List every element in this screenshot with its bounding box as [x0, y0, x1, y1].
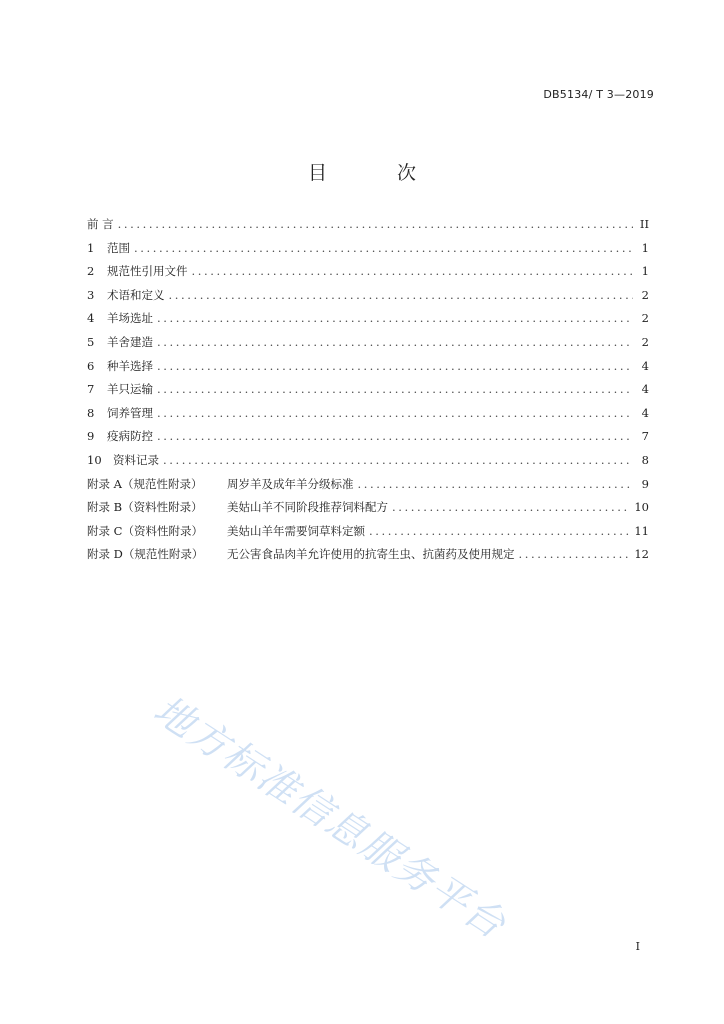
toc-entry-page: 12	[634, 547, 649, 562]
toc-entry-number: 10	[87, 452, 102, 467]
toc-entry-appendix-d[interactable]	[87, 546, 649, 570]
toc-entry-appendix-b[interactable]	[87, 499, 649, 523]
toc-entry-page: II	[639, 217, 649, 231]
toc-entry-page: 4	[641, 382, 649, 397]
standard-code: DB5134/ T 3—2019	[543, 88, 654, 101]
toc-entry-number: 5	[87, 334, 95, 349]
toc-entry-7[interactable]	[87, 381, 649, 405]
dot-leader	[163, 453, 633, 467]
dot-leader	[157, 382, 633, 396]
toc-entry-8[interactable]	[87, 405, 649, 429]
toc-entry-number: 附录 D（规范性附录）	[87, 547, 204, 562]
toc-entry-6[interactable]	[87, 358, 649, 382]
toc-entry-page: 4	[641, 405, 649, 420]
toc-entry-label: 种羊选择	[107, 358, 153, 373]
toc-entry-number: 4	[87, 311, 95, 326]
toc-entry-page: 8	[641, 452, 649, 467]
dot-leader	[134, 241, 633, 255]
toc-entry-number: 3	[87, 287, 95, 302]
toc-entry-number: 附录 A（规范性附录）	[87, 476, 203, 491]
toc-entry-number: 6	[87, 358, 95, 373]
toc-entry-label: 羊舍建造	[107, 334, 153, 349]
toc-entry-label: 羊场选址	[107, 311, 153, 326]
dot-leader	[392, 500, 630, 514]
dot-leader	[157, 406, 633, 420]
toc-entry-foreword[interactable]	[87, 216, 649, 240]
dot-leader	[369, 524, 630, 538]
toc-entry-9[interactable]	[87, 428, 649, 452]
toc-entry-label: 规范性引用文件	[107, 264, 188, 279]
toc-entry-label: 美姑山羊年需要饲草料定额	[227, 523, 365, 538]
page-title: 目 次	[307, 162, 449, 184]
table-of-contents	[87, 216, 649, 570]
toc-entry-number: 9	[87, 429, 95, 444]
toc-entry-page: 1	[641, 240, 649, 255]
toc-entry-5[interactable]	[87, 334, 649, 358]
toc-entry-number: 附录 B（资料性附录）	[87, 500, 203, 515]
toc-entry-number: 7	[87, 382, 95, 397]
dot-leader	[519, 547, 631, 561]
toc-entry-number: 8	[87, 405, 95, 420]
toc-entry-page: 2	[641, 311, 649, 326]
toc-entry-label: 术语和定义	[107, 287, 165, 302]
toc-entry-appendix-a[interactable]	[87, 476, 649, 500]
toc-entry-label: 周岁羊及成年羊分级标准	[227, 476, 354, 491]
toc-entry-number: 附录 C（资料性附录）	[87, 523, 203, 538]
toc-entry-label: 美姑山羊不同阶段推荐饲料配方	[227, 500, 388, 515]
dot-leader	[157, 335, 633, 349]
toc-entry-page: 11	[634, 523, 649, 538]
toc-entry-label: 范围	[107, 240, 130, 255]
toc-entry-page: 9	[641, 476, 649, 491]
toc-entry-4[interactable]	[87, 310, 649, 334]
toc-entry-3[interactable]	[87, 287, 649, 311]
toc-entry-page: 2	[641, 334, 649, 349]
toc-entry-number: 2	[87, 264, 95, 279]
toc-entry-page: 2	[641, 287, 649, 302]
toc-entry-label: 无公害食品肉羊允许使用的抗寄生虫、抗菌药及使用规定	[227, 547, 515, 562]
dot-leader	[157, 311, 633, 325]
toc-entry-10[interactable]	[87, 452, 649, 476]
toc-entry-label: 疫病防控	[107, 429, 153, 444]
toc-entry-1[interactable]	[87, 240, 649, 264]
page-number: I	[635, 940, 640, 953]
dot-leader	[157, 429, 633, 443]
watermark: 地方标准信息服务平台	[145, 687, 514, 949]
toc-entry-label: 前 言	[87, 217, 114, 231]
dot-leader	[192, 264, 634, 278]
toc-entry-page: 4	[641, 358, 649, 373]
toc-entry-label: 饲养管理	[107, 405, 153, 420]
dot-leader	[157, 359, 633, 373]
toc-entry-2[interactable]	[87, 263, 649, 287]
toc-entry-label: 羊只运输	[107, 382, 153, 397]
toc-entry-page: 7	[641, 429, 649, 444]
toc-entry-page: 10	[634, 500, 649, 515]
dot-leader	[118, 217, 633, 231]
dot-leader	[358, 477, 634, 491]
toc-entry-number: 1	[87, 240, 95, 255]
toc-entry-page: 1	[641, 264, 649, 279]
toc-entry-label: 资料记录	[113, 452, 159, 467]
toc-entry-appendix-c[interactable]	[87, 523, 649, 547]
dot-leader	[169, 288, 634, 302]
